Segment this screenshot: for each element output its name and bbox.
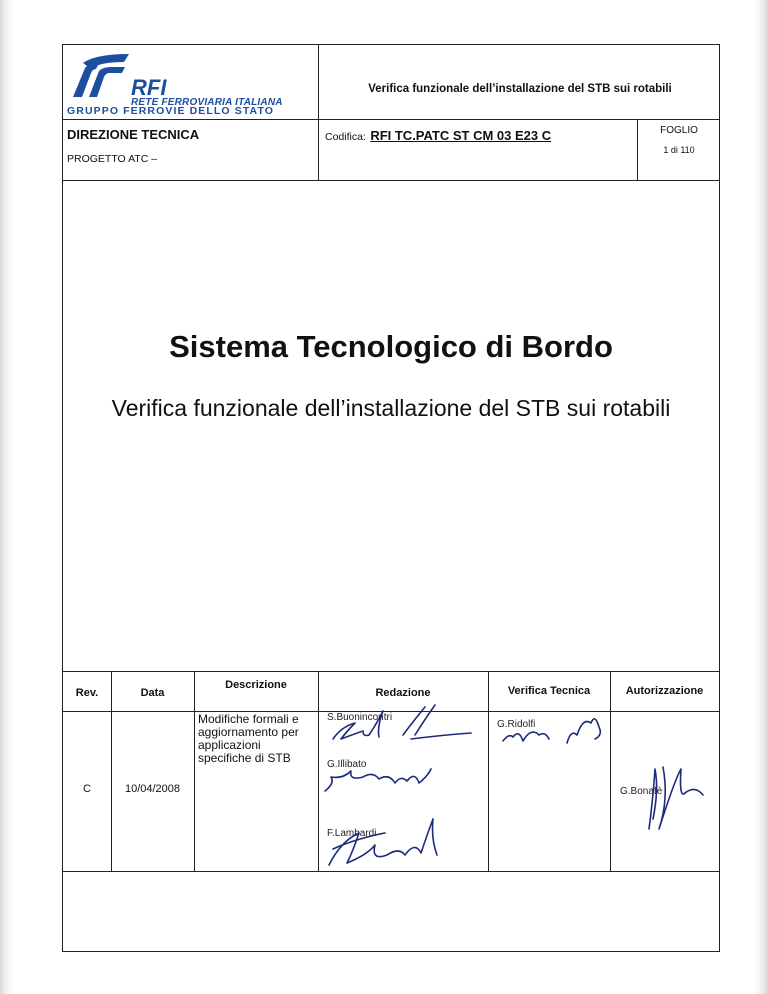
description-line: specifiche di STB <box>198 751 291 765</box>
header-date: Data <box>140 687 165 699</box>
drafter-name: G.Illibato <box>327 759 367 770</box>
revision-col-divider-4 <box>488 671 489 871</box>
revision-col-divider-1 <box>111 671 112 871</box>
description-line: Modifiche formali e <box>198 712 299 726</box>
revision-col-divider-2 <box>194 671 195 871</box>
signature-bonafe <box>619 729 719 849</box>
header-bottom-border <box>63 180 719 181</box>
row-date: 10/04/2008 <box>124 783 181 795</box>
header-vertical-divider <box>318 45 319 180</box>
logo <box>67 49 317 117</box>
code-value: RFI TC.PATC ST CM 03 E23 C <box>370 128 552 143</box>
signature-lambardi <box>315 805 465 871</box>
description-line: applicazioni <box>198 738 261 752</box>
header-rev: Rev. <box>75 687 99 699</box>
header-description: Descrizione <box>225 679 287 691</box>
signature-buonincontri <box>311 701 481 747</box>
authorization-name: G.Bonafè <box>620 786 663 797</box>
header-divider <box>63 119 719 120</box>
document-sheet <box>62 44 720 952</box>
drafter-name: F.Lambardi <box>327 828 377 839</box>
logo-rfi-text: RFI <box>131 75 167 100</box>
row-description <box>198 713 299 765</box>
header-drafting: Redazione <box>375 687 431 699</box>
fs-logo-icon <box>69 51 131 101</box>
row-rev: C <box>83 783 91 795</box>
sheet-label: FOGLIO <box>660 125 698 136</box>
logo-subtitle: RETE FERROVIARIA ITALIANA <box>131 97 283 108</box>
description-line: aggiornamento per <box>198 725 299 739</box>
department: DIREZIONE TECNICA <box>67 127 200 142</box>
header-tech-check: Verifica Tecnica <box>507 685 591 697</box>
revision-table-top-border <box>63 671 719 672</box>
doc-title-header: Verifica funzionale dell’installazione del STB sui rotabili <box>368 83 672 95</box>
page-subtitle: Verifica funzionale dell’installazione del STB sui rotabili <box>111 395 671 421</box>
signature-illibato <box>315 757 475 797</box>
code-field <box>325 127 551 145</box>
project: PROGETTO ATC – <box>67 153 158 165</box>
group-name: GRUPPO FERROVIE DELLO STATO <box>67 105 275 117</box>
code-label: Codifica: <box>325 131 366 143</box>
drafter-name: S.Buonincontri <box>327 712 393 723</box>
revision-col-divider-5 <box>610 671 611 871</box>
page-title: Sistema Tecnologico di Bordo <box>169 329 613 364</box>
tech-check-name: G.Ridolfi <box>497 719 536 730</box>
sheet-value: 1 di 110 <box>663 145 695 155</box>
revision-table-bottom-border <box>63 871 719 872</box>
header-authorization: Autorizzazione <box>625 685 704 697</box>
signature-ridolfi <box>491 705 611 757</box>
